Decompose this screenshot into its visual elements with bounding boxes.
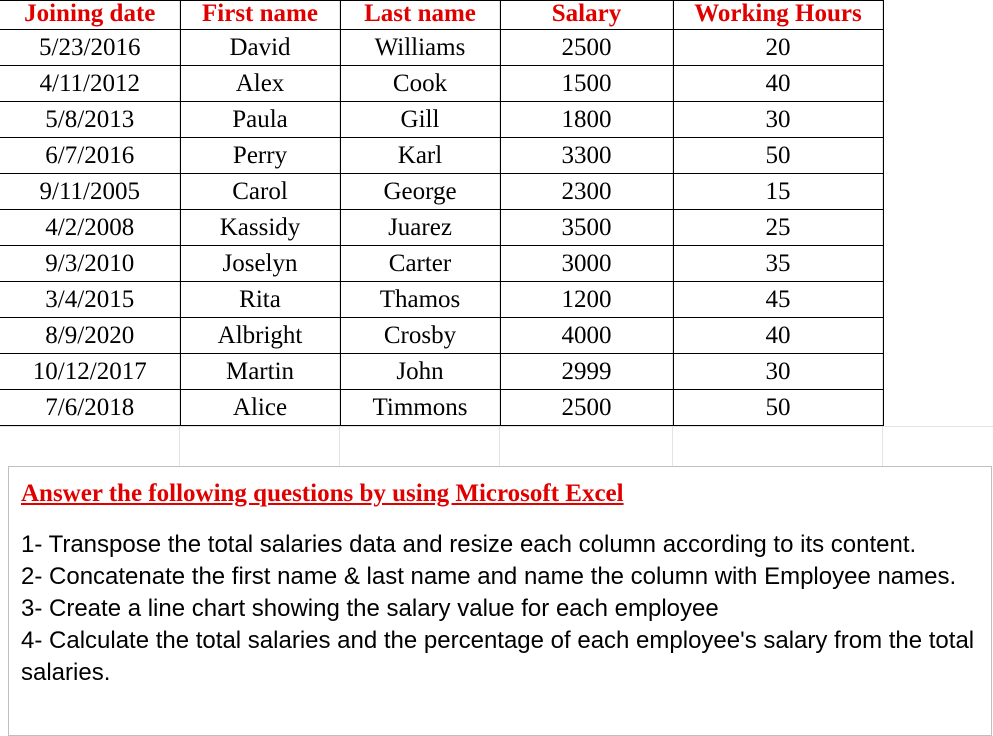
cell-first-name[interactable]: David	[180, 30, 340, 66]
cell-last-name[interactable]: George	[340, 174, 500, 210]
cell-last-name[interactable]: John	[340, 354, 500, 390]
cell-salary[interactable]: 3500	[500, 210, 673, 246]
table-row	[0, 138, 883, 174]
cell-last-name[interactable]: Gill	[340, 102, 500, 138]
cell-joining-date[interactable]: 7/6/2018	[0, 390, 180, 426]
cell-working-hours[interactable]: 45	[673, 282, 883, 318]
cell-salary[interactable]: 3300	[500, 138, 673, 174]
cell-working-hours[interactable]: 50	[673, 138, 883, 174]
cell-joining-date[interactable]: 10/12/2017	[0, 354, 180, 390]
table-row	[0, 246, 883, 282]
cell-joining-date[interactable]: 6/7/2016	[0, 138, 180, 174]
header-first-name[interactable]: First name	[180, 1, 340, 30]
header-working-hours[interactable]: Working Hours	[673, 1, 883, 30]
cell-first-name[interactable]: Perry	[180, 138, 340, 174]
cell-working-hours[interactable]: 30	[673, 102, 883, 138]
table-row	[0, 390, 883, 426]
cell-last-name[interactable]: Williams	[340, 30, 500, 66]
question-4: 4- Calculate the total salaries and the percentage of each employee's salary from the total salaries.	[21, 627, 975, 686]
question-3: 3- Create a line chart showing the salary value for each employee	[21, 595, 719, 622]
cell-joining-date[interactable]: 9/11/2005	[0, 174, 180, 210]
cell-working-hours[interactable]: 20	[673, 30, 883, 66]
cell-first-name[interactable]: Carol	[180, 174, 340, 210]
cell-first-name[interactable]: Alice	[180, 390, 340, 426]
table-row	[0, 102, 883, 138]
header-last-name[interactable]: Last name	[340, 1, 500, 30]
cell-salary[interactable]: 1200	[500, 282, 673, 318]
cell-first-name[interactable]: Martin	[180, 354, 340, 390]
cell-joining-date[interactable]: 8/9/2020	[0, 318, 180, 354]
cell-salary[interactable]: 3000	[500, 246, 673, 282]
cell-last-name[interactable]: Crosby	[340, 318, 500, 354]
cell-joining-date[interactable]: 5/8/2013	[0, 102, 180, 138]
cell-joining-date[interactable]: 5/23/2016	[0, 30, 180, 66]
cell-salary[interactable]: 1500	[500, 66, 673, 102]
cell-salary[interactable]: 2500	[500, 30, 673, 66]
cell-last-name[interactable]: Cook	[340, 66, 500, 102]
question-1: 1- Transpose the total salaries data and resize each column according to its content.	[21, 531, 917, 558]
table-row	[0, 210, 883, 246]
header-salary[interactable]: Salary	[500, 1, 673, 30]
cell-last-name[interactable]: Carter	[340, 246, 500, 282]
cell-joining-date[interactable]: 4/11/2012	[0, 66, 180, 102]
table-row	[0, 66, 883, 102]
cell-joining-date[interactable]: 9/3/2010	[0, 246, 180, 282]
header-row	[0, 1, 883, 30]
cell-last-name[interactable]: Timmons	[340, 390, 500, 426]
instructions-title: Answer the following questions by using Microsoft Excel	[21, 480, 624, 507]
cell-last-name[interactable]: Karl	[340, 138, 500, 174]
cell-first-name[interactable]: Paula	[180, 102, 340, 138]
table-row	[0, 30, 883, 66]
cell-working-hours[interactable]: 40	[673, 318, 883, 354]
cell-last-name[interactable]: Thamos	[340, 282, 500, 318]
cell-working-hours[interactable]: 15	[673, 174, 883, 210]
table-row	[0, 174, 883, 210]
cell-salary[interactable]: 1800	[500, 102, 673, 138]
cell-last-name[interactable]: Juarez	[340, 210, 500, 246]
table-row	[0, 318, 883, 354]
cell-joining-date[interactable]: 4/2/2008	[0, 210, 180, 246]
cell-salary[interactable]: 2300	[500, 174, 673, 210]
cell-first-name[interactable]: Joselyn	[180, 246, 340, 282]
table-row	[0, 282, 883, 318]
header-joining-date[interactable]: Joining date	[0, 1, 180, 30]
cell-salary[interactable]: 4000	[500, 318, 673, 354]
cell-first-name[interactable]: Albright	[180, 318, 340, 354]
cell-working-hours[interactable]: 25	[673, 210, 883, 246]
cell-first-name[interactable]: Rita	[180, 282, 340, 318]
instructions-textbox[interactable]	[8, 466, 992, 736]
cell-working-hours[interactable]: 50	[673, 390, 883, 426]
cell-salary[interactable]: 2500	[500, 390, 673, 426]
cell-first-name[interactable]: Alex	[180, 66, 340, 102]
question-2: 2- Concatenate the first name & last name and name the column with Employee names.	[21, 563, 957, 590]
cell-working-hours[interactable]: 35	[673, 246, 883, 282]
cell-first-name[interactable]: Kassidy	[180, 210, 340, 246]
table-row	[0, 354, 883, 390]
cell-salary[interactable]: 2999	[500, 354, 673, 390]
cell-working-hours[interactable]: 30	[673, 354, 883, 390]
cell-joining-date[interactable]: 3/4/2015	[0, 282, 180, 318]
cell-working-hours[interactable]: 40	[673, 66, 883, 102]
